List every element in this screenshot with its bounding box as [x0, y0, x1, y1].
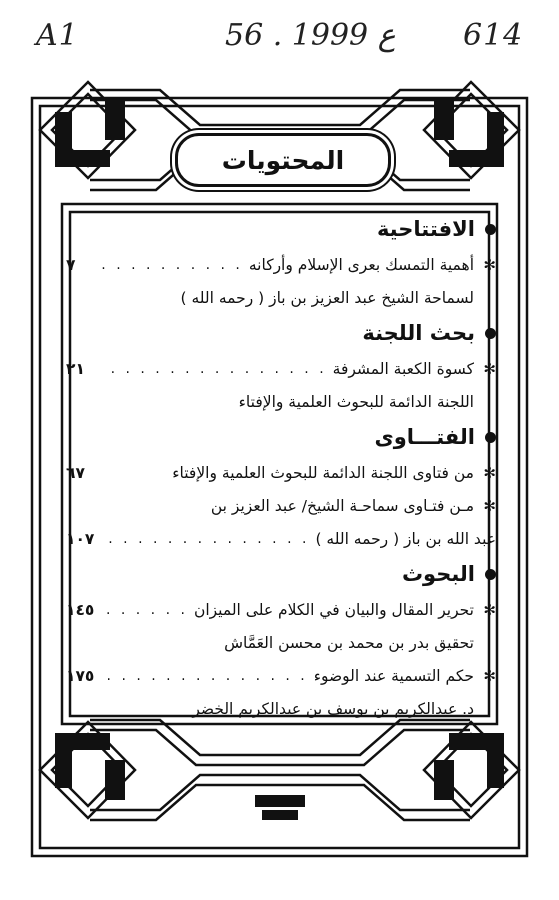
dot-leader — [102, 602, 188, 618]
page-number: ١٤٥ — [66, 600, 95, 619]
dot-leader — [102, 361, 327, 377]
entry-title: من فتاوى اللجنة الدائمة للبحوث العلمية والإفتاء — [172, 463, 474, 482]
asterisk-icon: ✻ — [483, 255, 496, 274]
dot-leader — [102, 668, 308, 684]
asterisk-icon: ✻ — [483, 600, 496, 619]
page-number: ٢١ — [66, 359, 85, 378]
toc-entry[interactable] — [66, 489, 496, 522]
handwritten-note-left: A1 — [36, 18, 79, 53]
section-heading: البحوث — [66, 555, 496, 593]
page-number: ٦٧ — [66, 463, 85, 482]
toc-entry[interactable] — [66, 352, 496, 385]
toc-entry[interactable] — [66, 593, 496, 626]
section-heading: الافتتاحية — [66, 210, 496, 248]
handwritten-note-middle: 56 . ع 1999 — [225, 18, 396, 53]
entry-author: تحقيق بدر بن محمد بن محسن العَمَّاش — [224, 633, 474, 652]
page-number: ١٠٧ — [66, 529, 95, 548]
bullet-icon — [485, 432, 496, 443]
entry-title: أهمية التمسك بعرى الإسلام وأركانه — [248, 255, 474, 274]
bullet-icon — [485, 224, 496, 235]
page-number: ٧ — [66, 255, 76, 274]
entry-title: مـن فتـاوى سماحـة الشيخ/ عبد العزيز بن — [210, 496, 474, 515]
dot-leader — [102, 531, 309, 547]
toc-entry[interactable] — [66, 456, 496, 489]
page-title: المحتويات — [221, 145, 345, 175]
entry-title: تحرير المقال والبيان في الكلام على الميزان — [193, 600, 474, 619]
table-of-contents — [66, 210, 496, 725]
entry-author: لسماحة الشيخ عبد العزيز بن باز ( رحمه الله ) — [180, 288, 474, 307]
section-heading: بحث اللجنة — [66, 314, 496, 352]
bullet-icon — [485, 328, 496, 339]
asterisk-icon: ✻ — [483, 666, 496, 685]
entry-author: د. عبدالكريم بن يوسف بن عبدالكريم الخضر — [192, 699, 474, 718]
toc-entry[interactable] — [66, 659, 496, 692]
contents-title-box — [175, 133, 391, 187]
entry-author: اللجنة الدائمة للبحوث العلمية والإفتاء — [238, 392, 474, 411]
entry-title: حكم التسمية عند الوضوء — [313, 666, 474, 685]
section-heading: الفتـــاوى — [66, 418, 496, 456]
handwritten-note-right: 614 — [463, 18, 524, 53]
bullet-icon — [485, 569, 496, 580]
page-number: ١٧٥ — [66, 666, 95, 685]
toc-entry[interactable] — [66, 248, 496, 281]
asterisk-icon: ✻ — [483, 359, 496, 378]
asterisk-icon: ✻ — [483, 463, 496, 482]
entry-title: عبد الله بن باز ( رحمه الله ) — [315, 529, 496, 548]
entry-title: كسوة الكعبة المشرفة — [332, 359, 474, 378]
toc-entry-continuation[interactable] — [66, 522, 496, 555]
dot-leader — [102, 257, 243, 273]
asterisk-icon: ✻ — [483, 496, 496, 515]
